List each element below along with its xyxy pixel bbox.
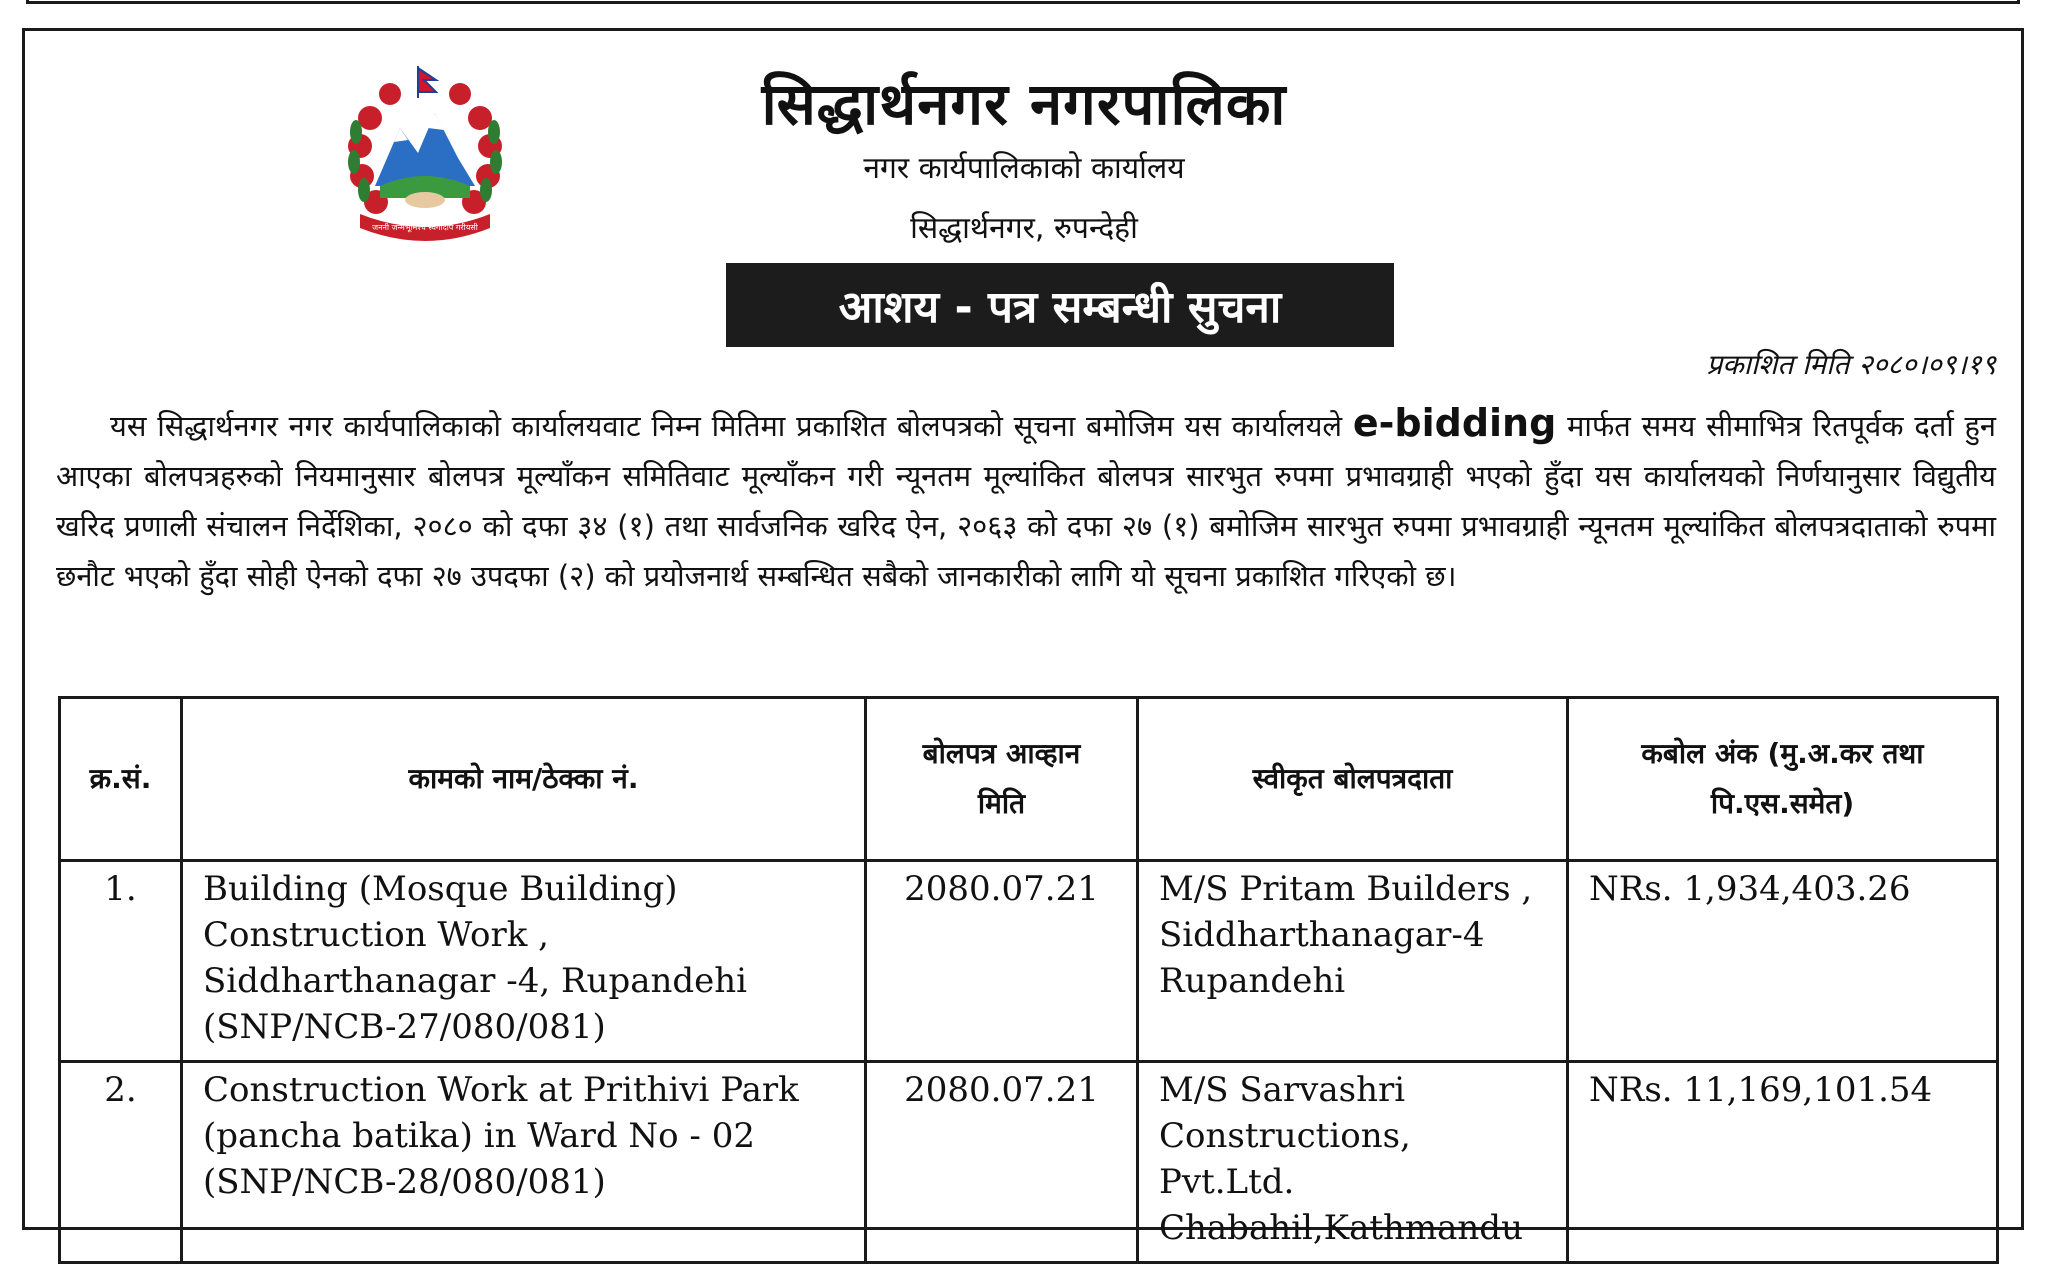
row-serial: 1.: [60, 861, 182, 1062]
body-part-1: यस सिद्धार्थनगर नगर कार्यपालिकाको कार्यालयवाट निम्न मितिमा प्रकाशित बोलपत्रको सूचना बमोजिम यस कार्यालयले: [110, 409, 1343, 443]
notice-body: [56, 398, 1996, 601]
organization-name: सिद्धार्थनगर नगरपालिका: [761, 70, 1287, 138]
row-serial: 2.: [60, 1062, 182, 1263]
row-amount: NRs. 11,169,101.54: [1568, 1062, 1998, 1263]
office-location: सिद्धार्थनगर, रुपन्देही: [910, 211, 1138, 246]
header-bid-amount: [1568, 698, 1998, 861]
header-work-name: कामको नाम/ठेक्का नं.: [182, 698, 866, 861]
published-date: प्रकाशित मिति २०८०।०९।१९: [1706, 348, 1996, 381]
row-bidder: M/S Sarvashri Constructions, Pvt.Ltd. Chabahil,Kathmandu: [1138, 1062, 1568, 1263]
row-work-name: Construction Work at Prithivi Park (pancha batika) in Ward No - 02 (SNP/NCB-28/080/081): [182, 1062, 866, 1263]
body-emphasis: e-bidding: [1352, 401, 1557, 445]
header-bid-date-text: बोलपत्र आव्हान मिति: [922, 737, 1081, 820]
header-serial: क्र.सं.: [60, 698, 182, 861]
table-row: [60, 1062, 1998, 1263]
header-bid-date: [866, 698, 1138, 861]
row-amount: NRs. 1,934,403.26: [1568, 861, 1998, 1062]
notice-title: आशय - पत्र सम्बन्धी सुचना: [838, 282, 1282, 333]
award-table: [58, 696, 1999, 1264]
row-bidder: M/S Pritam Builders , Siddharthanagar-4 Rupandehi: [1138, 861, 1568, 1062]
row-work-name: Building (Mosque Building) Construction Work , Siddharthanagar -4, Rupandehi (SNP/NCB-27/080/081): [182, 861, 866, 1062]
header-bid-amount-text: कबोल अंक (मु.अ.कर तथा पि.एस.समेत): [1641, 737, 1924, 820]
header-approved-bidder: स्वीकृत बोलपत्रदाता: [1138, 698, 1568, 861]
row-bid-date: 2080.07.21: [866, 1062, 1138, 1263]
office-name: नगर कार्यपालिकाको कार्यालय: [863, 151, 1185, 186]
emblem-motto: जननी जन्मभूमिश्च स्वर्गादपि गरीयसी: [372, 223, 478, 232]
notice-title-banner: [726, 263, 1394, 347]
table-row: [60, 861, 1998, 1062]
top-border-box: [26, 0, 2020, 4]
table-header-row: [60, 698, 1998, 861]
row-bid-date: 2080.07.21: [866, 861, 1138, 1062]
body-part-2: मार्फत समय सीमाभित्र रितपूर्वक दर्ता हुन आएका बोलपत्रहरुको नियमानुसार बोलपत्र मूल्याँकन समितिवाट मूल्याँकन गरी न्यूनतम मूल्यांकित बोलपत्र सारभुत रुपमा प्रभावग्राही भएको हुँदा यस कार्यालयको निर्णयानुसार विद्युतीय खरिद प्रणाली संचालन निर्देशिका, २०८० को दफा ३४ (१) तथा सार्वजनिक खरिद ऐन, २०६३ को दफा २७ (१) बमोजिम सारभुत रुपमा प्रभावग्राही न्यूनतम मूल्यांकित बोलपत्रदाताको रुपमा छनौट भएको हुँदा सोही ऐनको दफा २७ उपदफा (२) को प्रयोजनार्थ सम्बन्धित सबैको जानकारीको लागि यो सूचना प्रकाशित गरिएको छ।: [56, 409, 1997, 593]
